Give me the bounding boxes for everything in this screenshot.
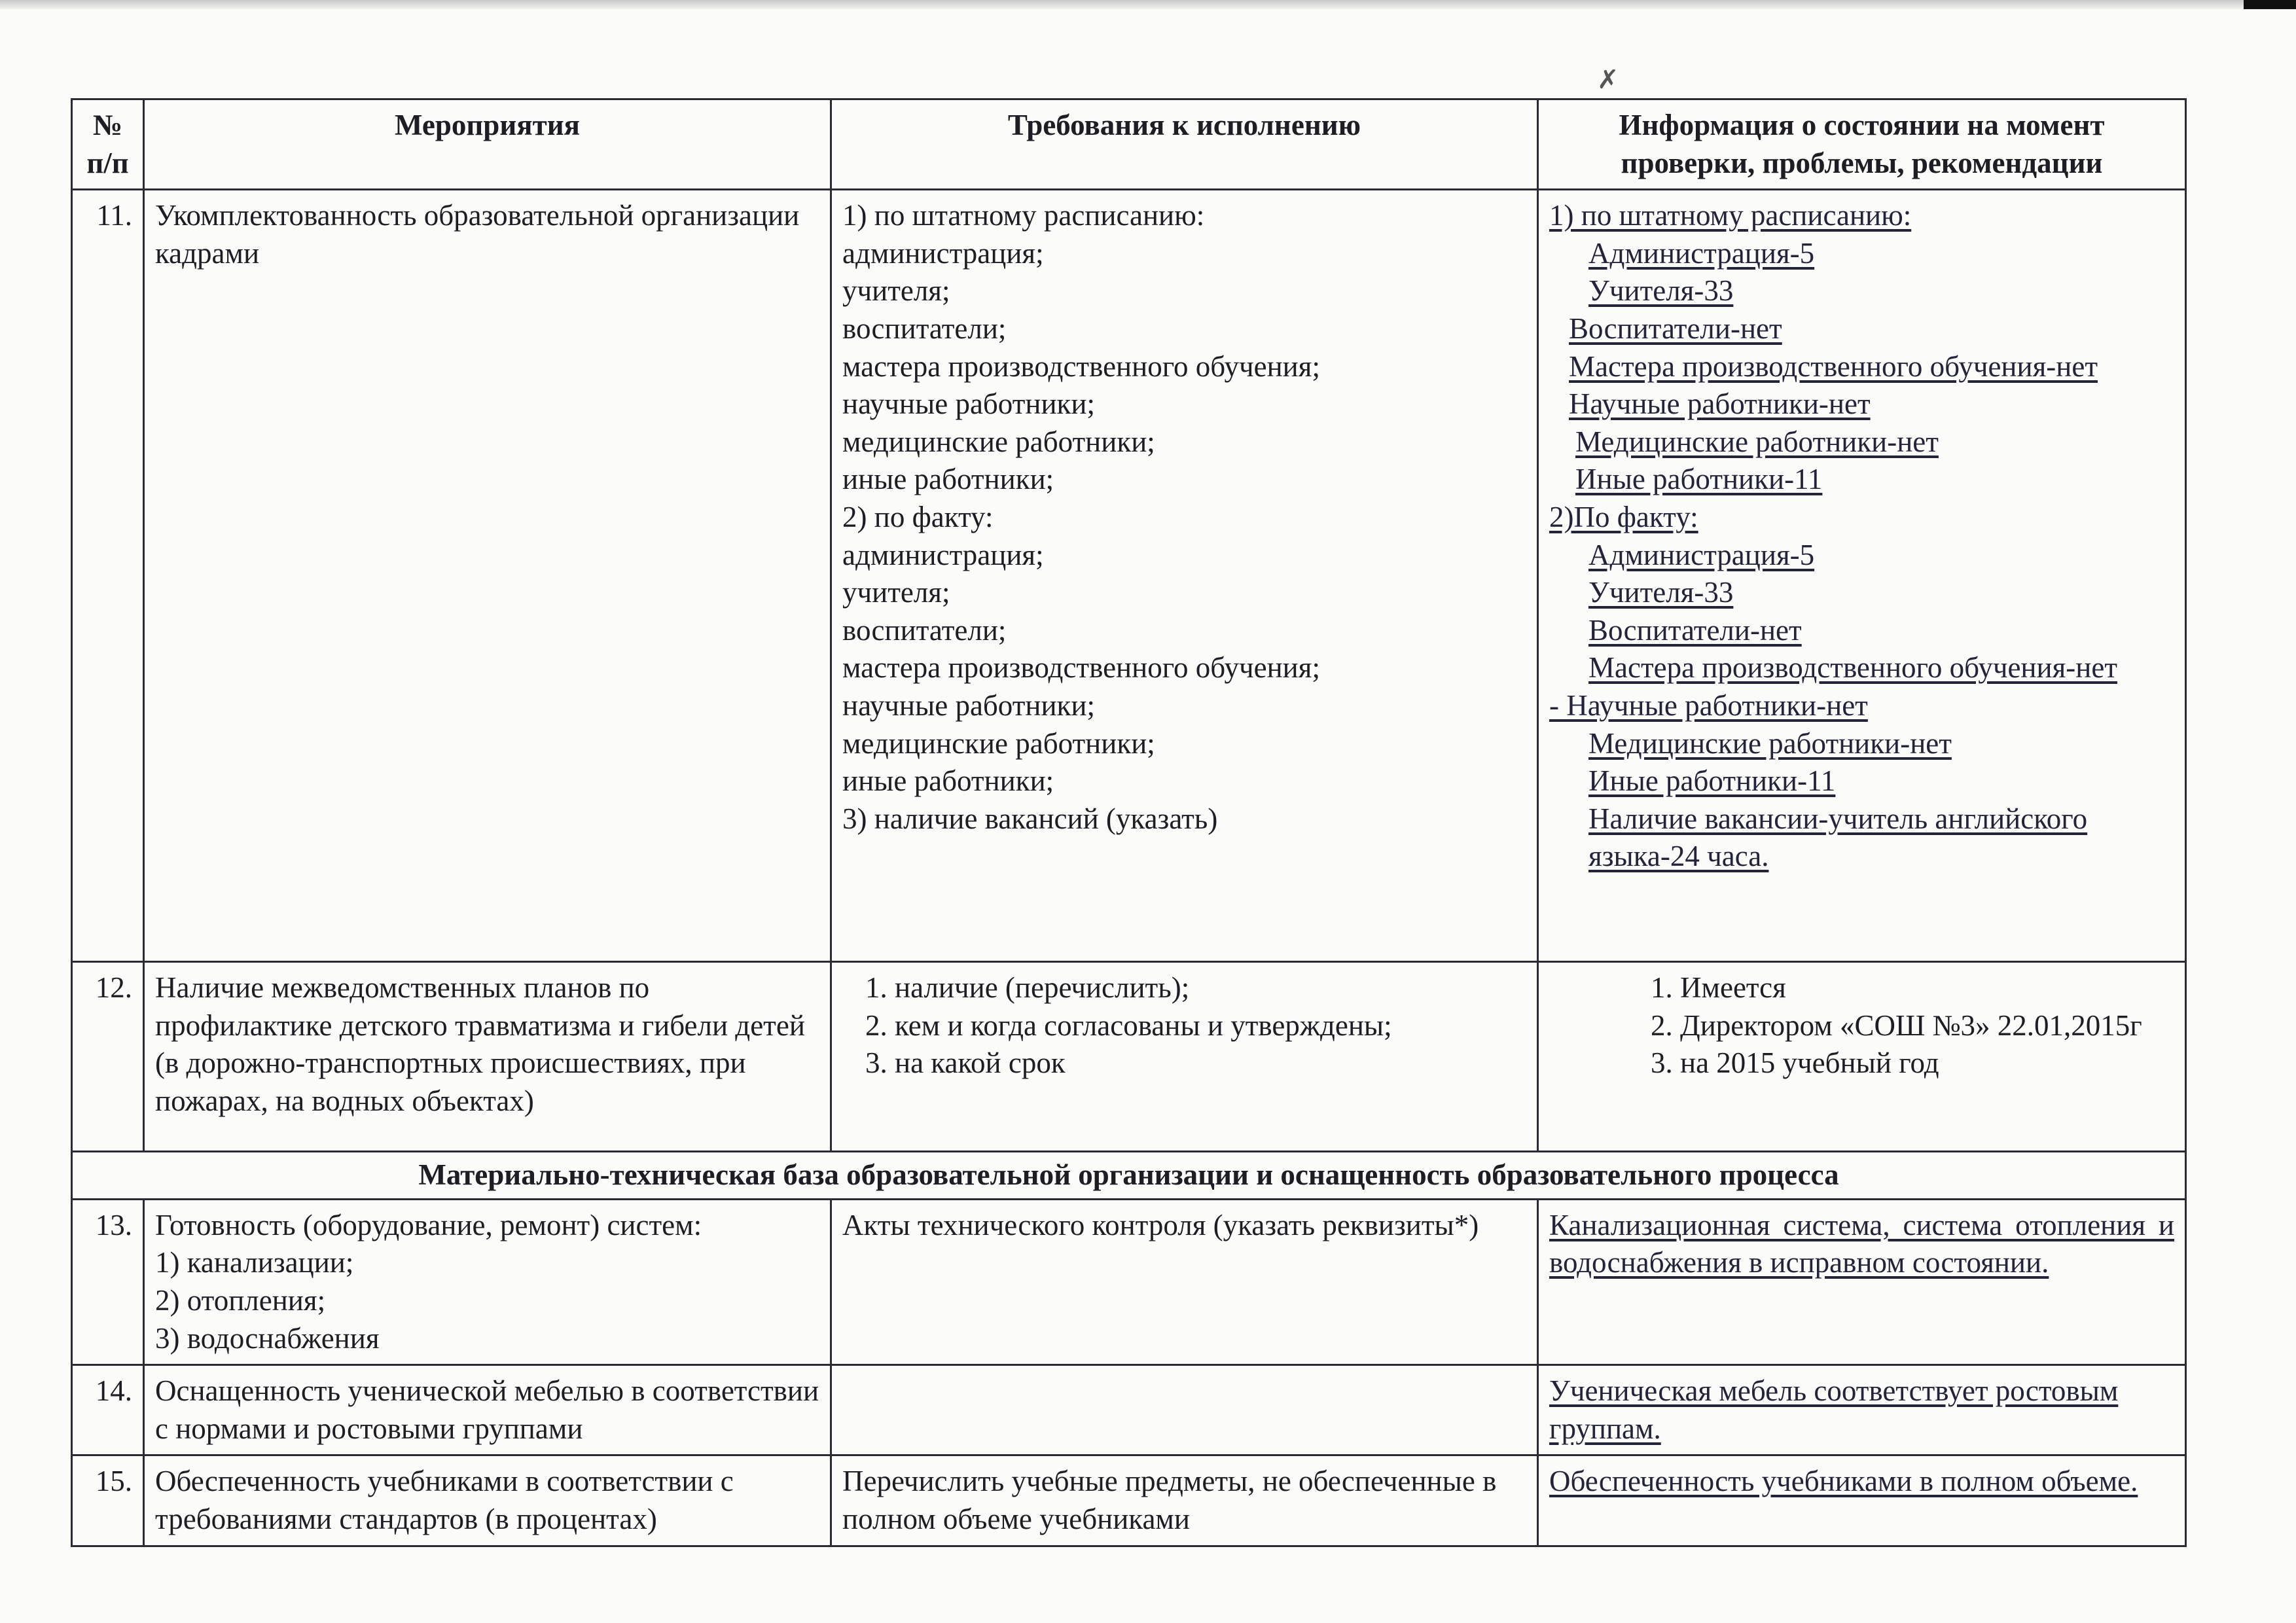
row-info xyxy=(1538,190,2186,962)
list-item: 3. на какой срок xyxy=(895,1044,1526,1082)
row-activity xyxy=(144,1199,831,1364)
row-info: Канализационная система, система отопления и водоснабжения в исправном состоянии. xyxy=(1538,1199,2186,1364)
row-requirements: Акты технического контроля (указать реквизиты*) xyxy=(831,1199,1538,1364)
list-item: 1) по штатному расписанию: xyxy=(842,199,1205,232)
list-item: научные работники; xyxy=(842,387,1095,421)
list-item: Иные работники-11 xyxy=(1588,764,1836,798)
list-item: 2. Директором «СОШ №3» 22.01,2015г xyxy=(1680,1007,2174,1045)
section-row xyxy=(72,1152,2186,1200)
list-item: 2)По факту: xyxy=(1549,500,1698,533)
inspection-table xyxy=(71,98,2187,1547)
list-item: Воспитатели-нет xyxy=(1588,613,1802,647)
table-row xyxy=(72,1365,2186,1455)
pen-mark: ✗ xyxy=(1597,65,1619,94)
list-item: иные работники; xyxy=(842,463,1054,496)
list-item: медицинские работники; xyxy=(842,726,1155,760)
row-info: Ученическая мебель соответствует ростовым группам. xyxy=(1538,1365,2186,1455)
list-item: Медицинские работники-нет xyxy=(1575,425,1939,458)
row-requirements xyxy=(831,962,1538,1152)
list-item: администрация; xyxy=(842,538,1044,571)
list-item: Учителя-33 xyxy=(1588,274,1734,308)
list-item: Наличие вакансии-учитель английского языка-24 часа. xyxy=(1588,802,2088,873)
row-requirements xyxy=(831,1365,1538,1455)
row-number: 14. xyxy=(72,1365,144,1455)
scan-edge-mark xyxy=(2244,0,2296,9)
list-item: воспитатели; xyxy=(842,312,1007,345)
row-number: 11. xyxy=(72,190,144,962)
header-row xyxy=(72,99,2186,190)
row-activity: Укомплектованность образовательной организации кадрами xyxy=(144,190,831,962)
list-item: иные работники; xyxy=(842,764,1054,798)
list-item: мастера производственного обучения; xyxy=(842,651,1320,685)
list-item: Администрация-5 xyxy=(1588,236,1815,270)
list-item: учителя; xyxy=(842,576,950,609)
row-number: 12. xyxy=(72,962,144,1152)
row-requirements xyxy=(831,190,1538,962)
list-item: Воспитатели-нет xyxy=(1569,312,1782,345)
table-row xyxy=(72,190,2186,962)
list-item: 2) по факту: xyxy=(842,500,994,533)
list-item: воспитатели; xyxy=(842,613,1007,647)
row-number: 15. xyxy=(72,1455,144,1546)
section-title: Материально-техническая база образовательной организации и оснащенность образовательного процесса xyxy=(72,1152,2186,1200)
list-item: Медицинские работники-нет xyxy=(1588,726,1952,760)
list-item: медицинские работники; xyxy=(842,425,1155,458)
table-row xyxy=(72,1199,2186,1364)
list-item: Мастера производственного обучения-нет xyxy=(1588,651,2118,685)
list-item: Учителя-33 xyxy=(1588,576,1734,609)
row-activity: Оснащенность ученической мебелью в соответствии с нормами и ростовыми группами xyxy=(144,1365,831,1455)
list-item: мастера производственного обучения; xyxy=(842,349,1320,383)
table-row xyxy=(72,962,2186,1152)
list-item: учителя; xyxy=(842,274,950,308)
row-info: Обеспеченность учебниками в полном объеме. xyxy=(1538,1455,2186,1546)
list-item: научные работники; xyxy=(842,688,1095,722)
row-activity: Наличие межведомственных планов по профилактике детского травматизма и гибели детей (в дорожно-транспортных происшествиях, при пожарах, на водных объектах) xyxy=(144,962,831,1152)
row-activity: Обеспеченность учебниками в соответствии с требованиями стандартов (в процентах) xyxy=(144,1455,831,1546)
list-item: 2. кем и когда согласованы и утверждены; xyxy=(895,1007,1526,1045)
list-item: 1) канализации; xyxy=(155,1246,354,1279)
list-item: - Научные работники-нет xyxy=(1549,688,1868,722)
list-item: 1) по штатному расписанию: xyxy=(1549,199,1912,232)
list-item: Мастера производственного обучения-нет xyxy=(1569,349,2098,383)
list-item: администрация; xyxy=(842,236,1044,270)
list-item: 3) водоснабжения xyxy=(155,1321,380,1355)
list-item: Готовность (оборудование, ремонт) систем: xyxy=(155,1208,702,1241)
header-num: № п/п xyxy=(72,99,144,190)
row-number: 13. xyxy=(72,1199,144,1364)
row-requirements: Перечислить учебные предметы, не обеспеченные в полном объеме учебниками xyxy=(831,1455,1538,1546)
list-item: Иные работники-11 xyxy=(1575,463,1823,496)
header-info: Информация о состоянии на момент проверки, проблемы, рекомендации xyxy=(1538,99,2186,190)
list-item: 3. на 2015 учебный год xyxy=(1680,1044,2174,1082)
list-item: 2) отопления; xyxy=(155,1283,326,1317)
list-item: Научные работники-нет xyxy=(1569,387,1871,421)
list-item: 1. наличие (перечислить); xyxy=(895,969,1526,1007)
list-item: 1. Имеется xyxy=(1680,969,2174,1007)
row-info xyxy=(1538,962,2186,1152)
header-activity: Мероприятия xyxy=(144,99,831,190)
scan-edge-top xyxy=(0,0,2296,9)
table-row xyxy=(72,1455,2186,1546)
list-item: 3) наличие вакансий (указать) xyxy=(842,802,1218,835)
list-item: Администрация-5 xyxy=(1588,538,1815,571)
header-requirements: Требования к исполнению xyxy=(831,99,1538,190)
